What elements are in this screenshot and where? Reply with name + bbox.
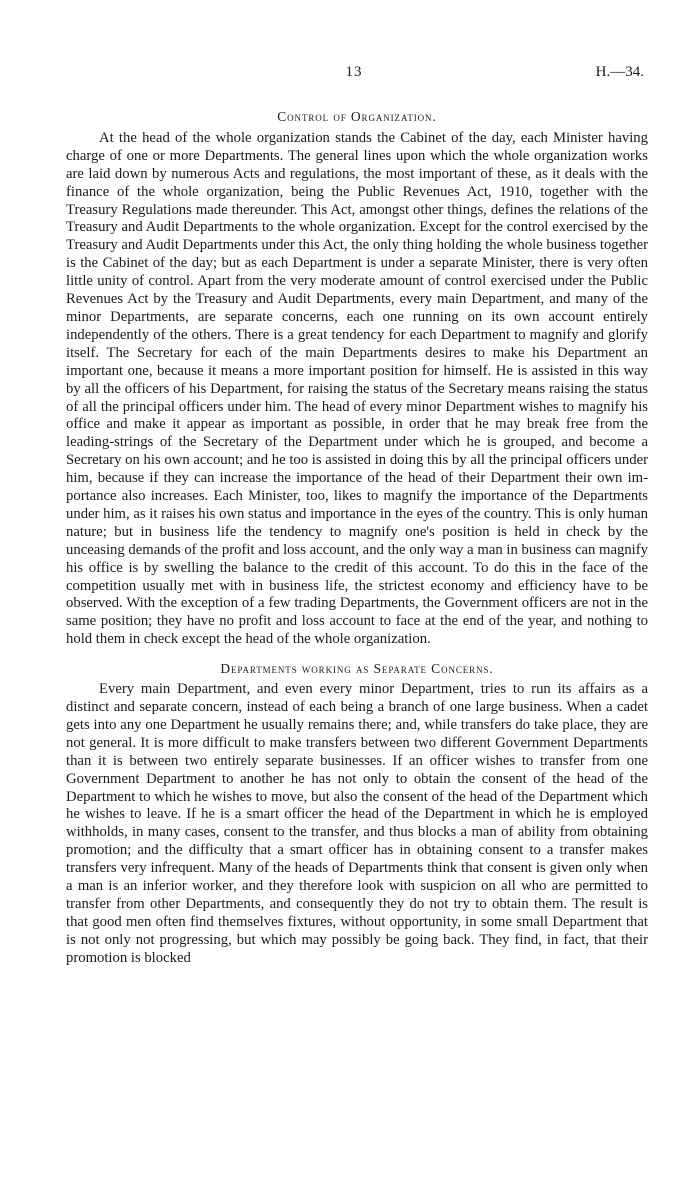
page-number: 13	[345, 64, 363, 80]
paragraph-separate-concerns: Every main Department, and even every minor Department, tries to run its affairs as a distinct and separate concern, instead of each being a branch of one large business. When a cadet gets into any one Department he usually remains there; and, while transfers do take place, they are not general. It is more difficult to make transfers between two different Government Departments than it is between two entirely separate businesses. If an officer wishes to transfer from one Government Department to another he has not only to obtain the consent of the head of the Department to which he wishes to move, but also the consent of the head of the Department which he wishes to leave. If he is a smart officer the head of the Department in which he is employed withholds, in many cases, consent to the transfer, and thus blocks a man of ability from obtaining promotion; and the difficulty that a smart officer has in obtaining consent to a transfer makes transfers very infrequent. Many of the heads of Departments think that consent is given only when a man is an inferior worker, and they therefore look with suspicion on all who are permitted to transfer from other Departments, and consequently they do not try to obtain them. The result is that good men often find themselves fixtures, without opportunity, in some small Department that is not only not progressing, but which may possibly be going back. They find, in fact, that their promotion is blocked	[66, 681, 648, 966]
page-body	[66, 100, 648, 968]
paragraph-control-of-organization: At the head of the whole organization stands the Cabinet of the day, each Minister having charge of one or more Departments. The general lines upon which the whole organization works are laid down by numerous Acts and regulations, the most important of these, as it deals with the finance of the whole organization, being the Public Revenues Act, 1910, together with the Treasury Regulations made thereunder. This Act, amongst other things, defines the relations of the Treasury and Audit Departments to the whole organization. Except for the control exercised by the Treasury and Audit Departments under this Act, the only thing holding the whole business together is the Cabinet of the day; but as each Department is under a separate Minister, there is very often little unity of control. Apart from the very moderate amount of control exercised under the Public Revenues Act by the Treasury and Audit Departments, every main Department, and many of the minor Departments, are separate concerns, each one running on its own account entirely independently of the others. There is a great tendency for each Department to magnify and glorify itself. The Secretary for each of the main Departments desires to make his Department an important one, because it means a more important position for himself. He is assisted in this way by all the officers of his Department, for raising the status of the Secretary means raising the status of all the principal officers under him. The head of every minor Department wishes to magnify his office and make it appear as important as possible, in order that he may break free from the leading-strings of the Secretary of the Department under which he is grouped, and become a Secretary on his own account; and he too is assisted in doing this by all the principal officers under him, because if they can increase the importance of the head of their Department their own importance also increases. Each Minister, too, likes to magnify the importance of the Departments under him, as it raises his own status and importance in the eyes of the country. This is only human nature; but in business life the tendency to magnify one's position is held in check by the unceasing demands of the profit and loss account, and the only way a man in business can magnify his office is by swelling the balance to the credit of this account. To do this in the face of the competition usually met with in business life, the strictest economy and efficiency have to be observed. With the exception of a few trading Departments, the Government officers are not in the same position; they have no profit and loss account to face at the end of the year, and nothing to hold them in check except the head of the whole organization.	[66, 129, 648, 648]
document-reference: H.—34.	[595, 64, 644, 80]
section-heading-separate-concerns: Departments working as Separate Concerns.	[220, 661, 494, 677]
section-heading-control-of-organization: Control of Organization.	[277, 109, 437, 124]
